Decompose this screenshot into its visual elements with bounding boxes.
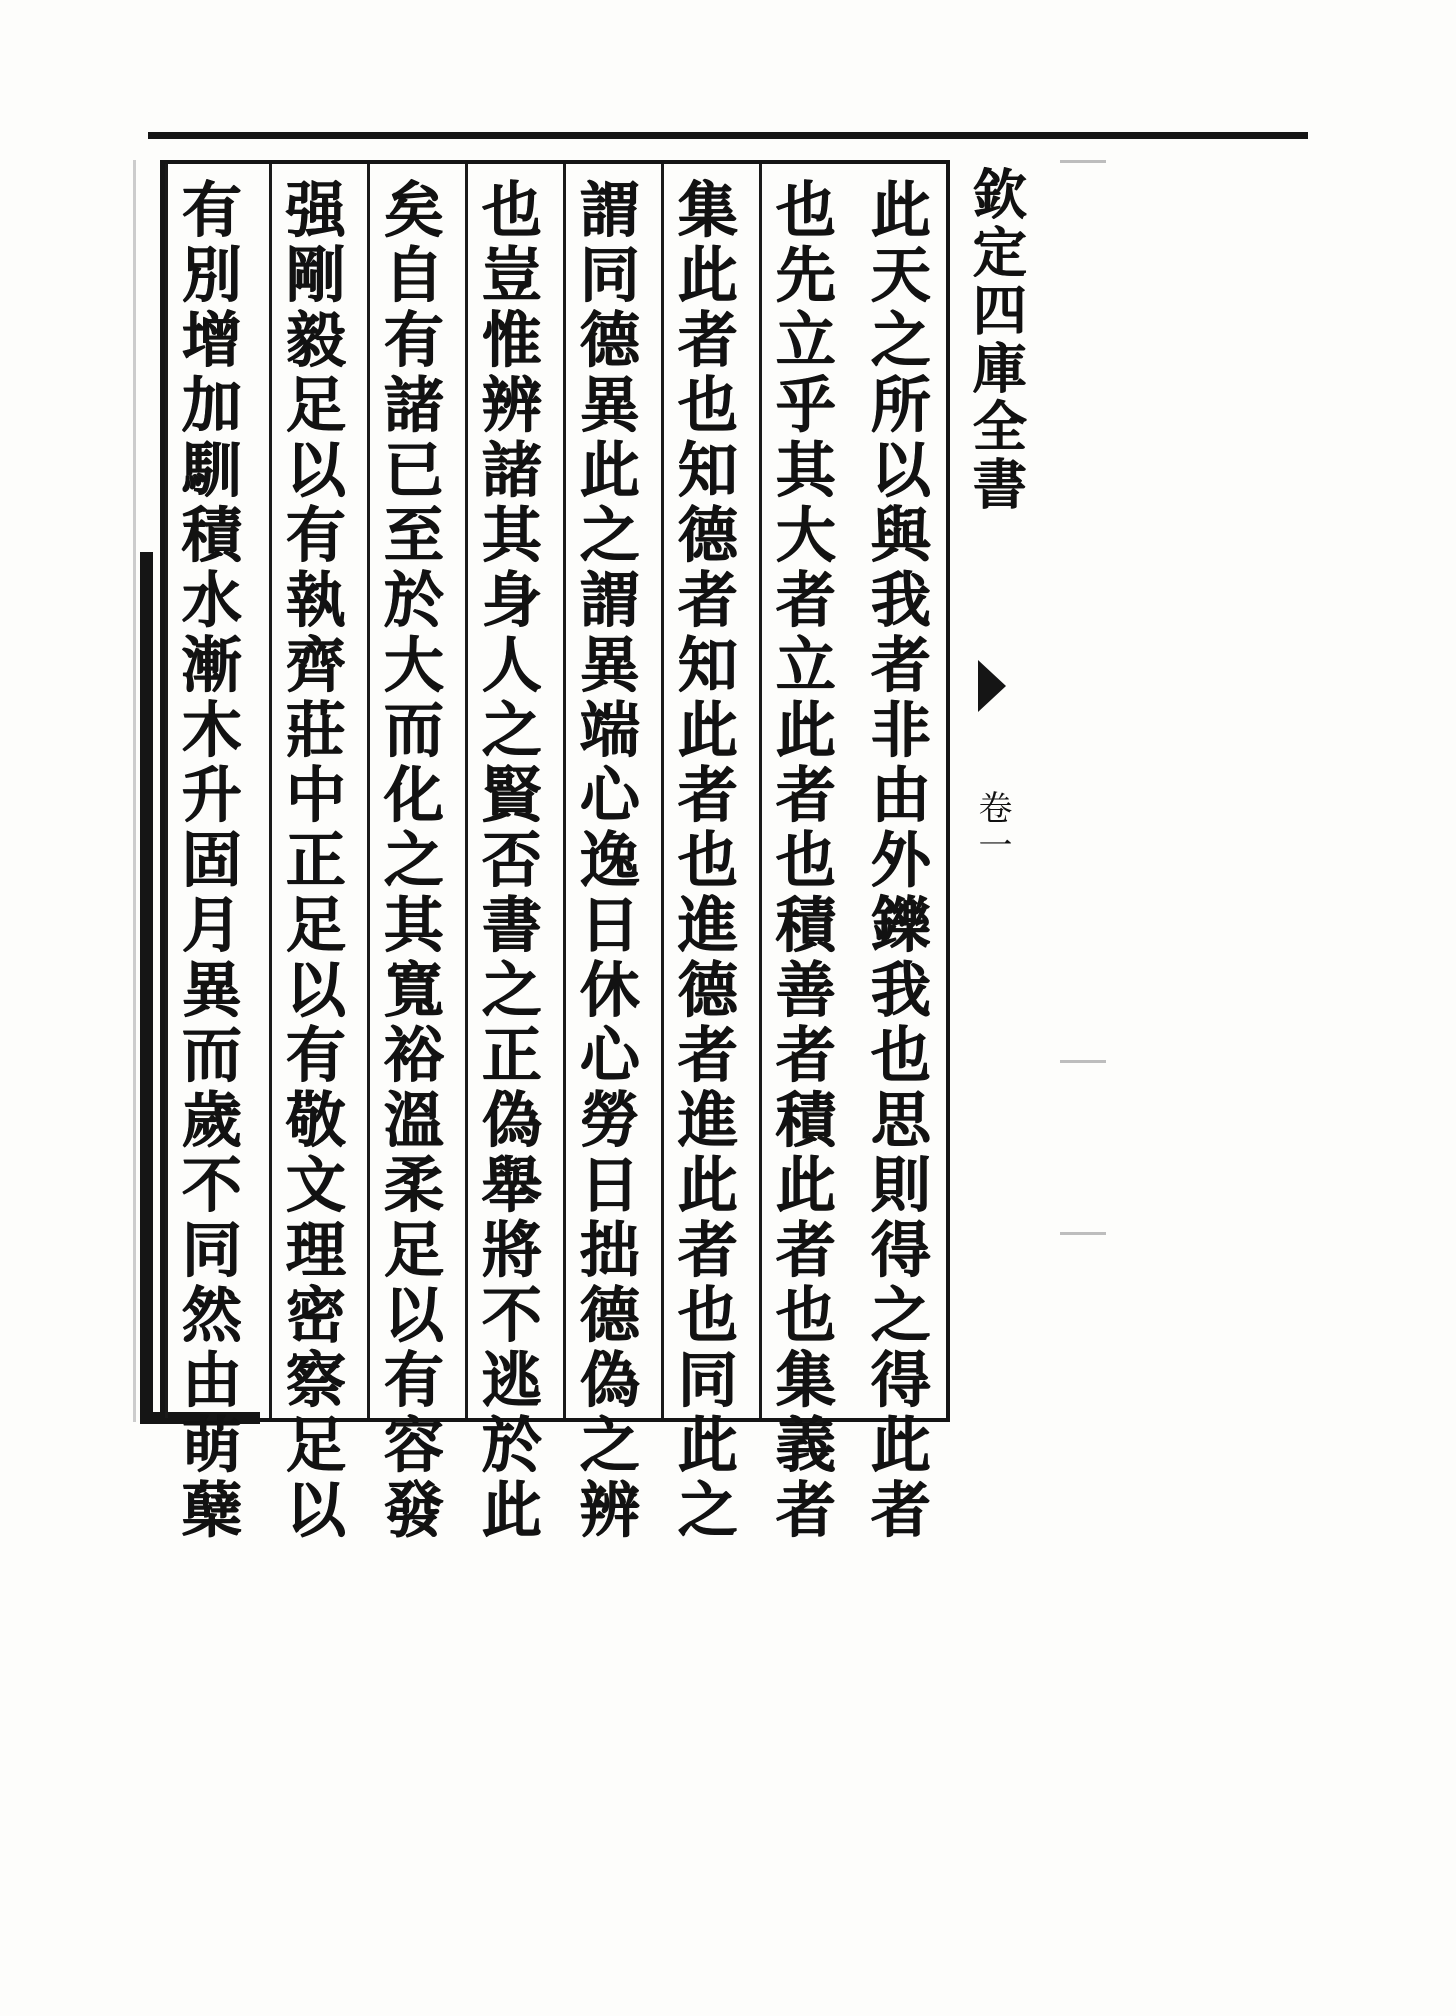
text-column-8 <box>165 164 269 1543</box>
column-text: 有別增加馴積水漸木升固月異而歲不同然由萌蘖 <box>171 178 242 1543</box>
text-column-2 <box>759 164 857 1543</box>
fish-tail-mark-icon <box>978 660 1006 712</box>
column-text: 謂同德異此之謂異端心逸日休心勞日拙德偽之辨 <box>569 178 640 1543</box>
column-text: 此天之所以與我者非由外鑠我也思則得之得此者 <box>860 178 931 1543</box>
column-text: 也豈惟辨諸其身人之賢否書之正偽舉將不逃於此 <box>471 178 542 1543</box>
text-block <box>160 160 950 1543</box>
column-text: 矣自有諸已至於大而化之其寬裕溫柔足以有容發 <box>373 178 444 1543</box>
text-column-7 <box>269 164 367 1543</box>
text-column-6 <box>367 164 465 1543</box>
column-text: 强剛毅足以有執齊莊中正足以有敬文理密察足以 <box>275 178 346 1543</box>
text-column-5 <box>465 164 563 1543</box>
column-text: 也先立乎其大者立此者也積善者積此者也集義者 <box>765 178 836 1543</box>
column-text: 集此者也知德者知此者也進德者進此者也同此之 <box>667 178 738 1543</box>
series-title: 欽定四庫全書 <box>964 166 1028 514</box>
text-column-3 <box>661 164 759 1543</box>
left-guide-rule <box>133 160 136 1422</box>
text-column-4 <box>563 164 661 1543</box>
spine-strip <box>950 160 1060 1422</box>
left-margin-bar <box>140 552 153 1424</box>
text-column-1 <box>857 164 955 1543</box>
volume-label: 卷一 <box>972 790 1012 864</box>
